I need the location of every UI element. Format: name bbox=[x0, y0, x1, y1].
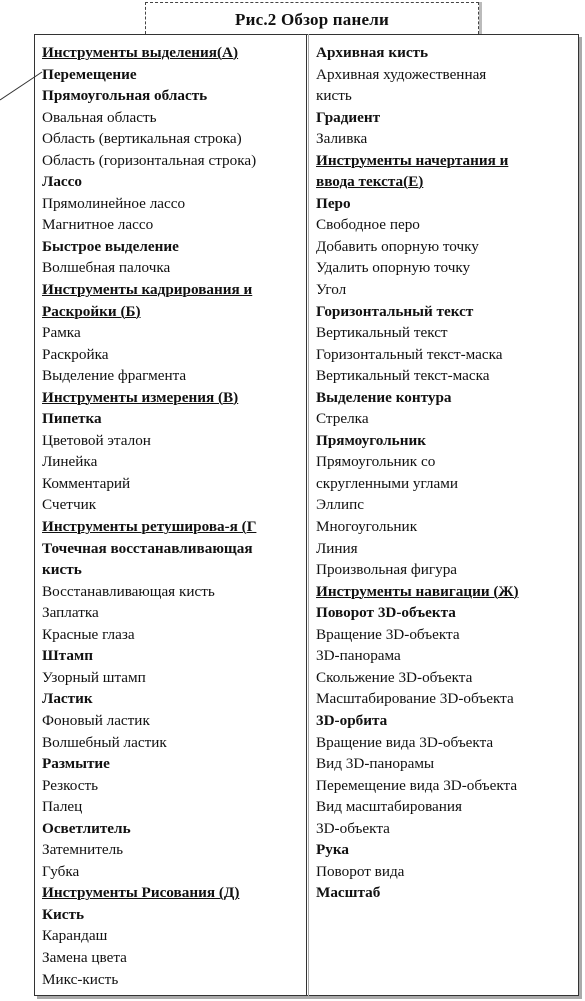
tool-item: Перемещение bbox=[42, 65, 137, 83]
section-heading: Инструменты выделения(А) bbox=[42, 44, 239, 61]
tool-item: Горизонтальный текст bbox=[316, 302, 474, 320]
tool-item: Вращение 3D-объекта bbox=[316, 625, 460, 643]
tool-item: Раскройка bbox=[42, 345, 109, 363]
tool-item: Линия bbox=[316, 539, 358, 557]
tool-item: Эллипс bbox=[316, 496, 364, 514]
tool-item: Поворот вида bbox=[316, 862, 405, 880]
tool-item: скругленными углами bbox=[316, 474, 458, 492]
tool-item: Вертикальный текст bbox=[316, 324, 448, 342]
section-heading: ввода текста(Е) bbox=[316, 173, 424, 191]
tool-item: Произвольная фигура bbox=[316, 561, 458, 579]
tool-item: Перемещение вида 3D-объекта bbox=[316, 776, 518, 794]
tool-item: Затемнитель bbox=[42, 841, 124, 859]
tool-item: Лассо bbox=[42, 173, 82, 191]
tool-item: Кисть bbox=[42, 905, 84, 923]
tool-item: Линейка bbox=[42, 453, 98, 471]
tool-item: Область (горизонтальная строка) bbox=[42, 151, 257, 169]
figure-title: Рис.2 Обзор панели bbox=[235, 10, 389, 29]
tool-item: Комментарий bbox=[42, 474, 131, 492]
tool-item: Микс-кисть bbox=[42, 970, 119, 988]
tool-item: Архивная художественная bbox=[316, 65, 487, 83]
tool-item: Осветлитель bbox=[42, 819, 131, 837]
tool-item: Скольжение 3D-объекта bbox=[316, 668, 473, 686]
section-heading: Инструменты навигации (Ж) bbox=[316, 582, 519, 600]
tool-item: Вращение вида 3D-объекта bbox=[316, 733, 494, 751]
right-column bbox=[316, 42, 578, 904]
tool-item: Выделение контура bbox=[316, 388, 452, 406]
tool-item: Градиент bbox=[316, 108, 381, 126]
tool-item: Штамп bbox=[42, 647, 94, 665]
tool-item: Масштабирование 3D-объекта bbox=[316, 690, 514, 708]
tool-item: Заливка bbox=[316, 130, 368, 148]
tool-item: 3D-панорама bbox=[316, 647, 401, 665]
tool-item: кисть bbox=[42, 561, 82, 579]
section-heading: Инструменты кадрирования и bbox=[42, 281, 253, 299]
tool-item: Размытие bbox=[42, 755, 110, 773]
tool-item: кисть bbox=[316, 87, 352, 105]
tool-item: Прямоугольная область bbox=[42, 87, 208, 105]
tool-item: Многоугольник bbox=[316, 518, 418, 536]
tool-item: Быстрое выделение bbox=[42, 237, 179, 255]
tool-item: Свободное перо bbox=[316, 216, 420, 234]
tool-item: Фоновый ластик bbox=[42, 711, 150, 729]
tool-item: Овальная область bbox=[42, 108, 157, 126]
tool-item: Карандаш bbox=[42, 927, 108, 945]
tool-item: Добавить опорную точку bbox=[316, 237, 479, 255]
tool-item: Горизонтальный текст-маска bbox=[316, 345, 503, 363]
tool-item: Замена цвета bbox=[42, 948, 127, 966]
tool-item: Губка bbox=[42, 862, 80, 880]
tool-item: Рамка bbox=[42, 324, 81, 342]
tool-item: Узорный штамп bbox=[42, 668, 146, 686]
tool-item: Вид масштабирования bbox=[316, 798, 463, 816]
tool-item: Рука bbox=[316, 841, 349, 859]
tool-item: Прямолинейное лассо bbox=[42, 194, 186, 212]
tool-item: Вертикальный текст-маска bbox=[316, 367, 490, 385]
column-divider bbox=[306, 34, 307, 996]
tool-item: Вид 3D-панорамы bbox=[316, 755, 435, 773]
tool-item: Волшебный ластик bbox=[42, 733, 167, 751]
tool-item: Ластик bbox=[42, 690, 93, 708]
tool-item: Угол bbox=[316, 281, 347, 299]
tool-item: Магнитное лассо bbox=[42, 216, 154, 234]
tool-item: Масштаб bbox=[316, 884, 381, 902]
left-column bbox=[42, 42, 304, 990]
tool-item: 3D-объекта bbox=[316, 819, 390, 837]
tool-item: Удалить опорную точку bbox=[316, 259, 471, 277]
tool-item: Цветовой эталон bbox=[42, 431, 151, 449]
section-heading: Инструменты Рисования (Д) bbox=[42, 884, 240, 902]
tool-item: Архивная кисть bbox=[316, 44, 429, 61]
section-heading: Инструменты измерения (В) bbox=[42, 388, 239, 406]
tool-item: Перо bbox=[316, 194, 351, 212]
tool-item: Стрелка bbox=[316, 410, 369, 428]
section-heading: Раскройки (Б) bbox=[42, 302, 141, 320]
tool-item: Пипетка bbox=[42, 410, 102, 428]
tool-item: Прямоугольник со bbox=[316, 453, 436, 471]
tool-item: Прямоугольник bbox=[316, 431, 426, 449]
tool-item: Выделение фрагмента bbox=[42, 367, 187, 385]
tool-item: Поворот 3D-объекта bbox=[316, 604, 456, 622]
tool-item: Область (вертикальная строка) bbox=[42, 130, 242, 148]
tool-item: Восстанавливающая кисть bbox=[42, 582, 215, 600]
tool-item: Резкость bbox=[42, 776, 99, 794]
section-heading: Инструменты ретуширова-я (Г bbox=[42, 518, 257, 536]
tool-item: Счетчик bbox=[42, 496, 97, 514]
tool-item: 3D-орбита bbox=[316, 711, 388, 729]
tool-item: Точечная восстанавливающая bbox=[42, 539, 253, 557]
tool-item: Волшебная палочка bbox=[42, 259, 171, 277]
section-heading: Инструменты начертания и bbox=[316, 151, 509, 169]
tool-item: Палец bbox=[42, 798, 83, 816]
tool-item: Заплатка bbox=[42, 604, 99, 622]
tool-item: Красные глаза bbox=[42, 625, 135, 643]
